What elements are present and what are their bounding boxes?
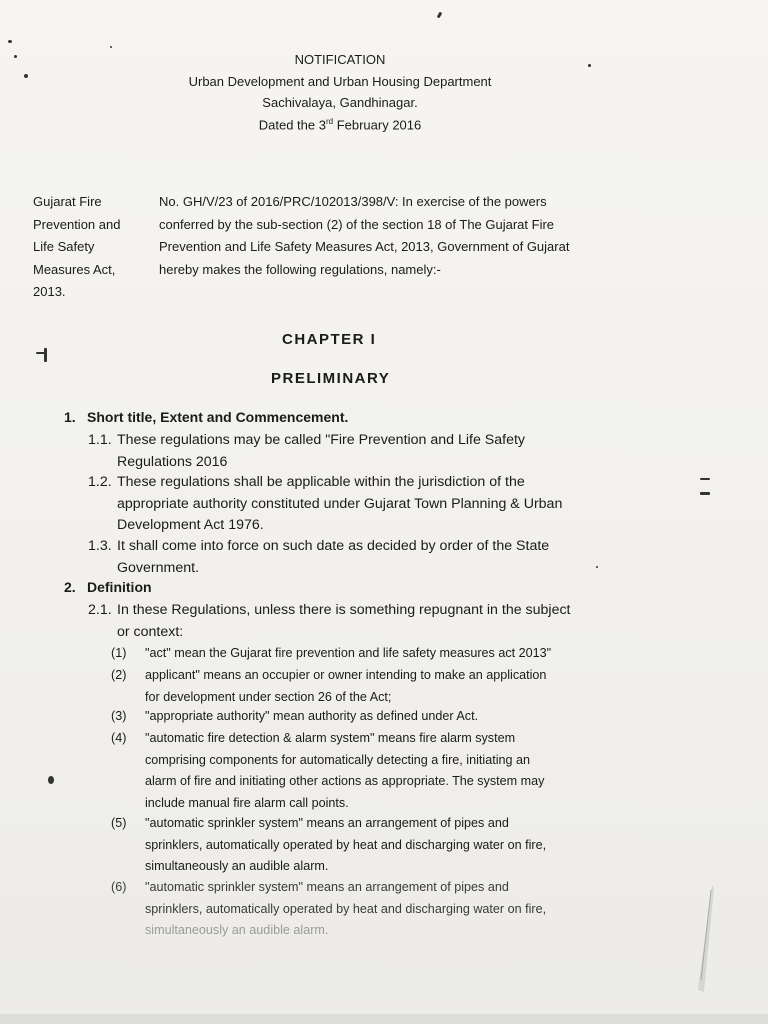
scan-speck: [8, 40, 12, 43]
scan-streak: [690, 880, 720, 1000]
issue-date-superscript: rd: [325, 117, 334, 126]
issue-date-suffix: February 2016: [333, 117, 422, 133]
clause-number: 1.2.: [88, 474, 112, 490]
definition-number: (5): [111, 816, 127, 830]
issuing-place: Sachivalaya, Gandhinagar.: [262, 95, 418, 110]
definition-line: sprinklers, automatically operated by heat and discharging water on fire,: [145, 837, 547, 852]
scan-speck: [44, 348, 47, 362]
side-note: [33, 191, 143, 304]
clause-line: Government.: [117, 559, 200, 576]
clause-line: These regulations shall be applicable within the jurisdiction of the: [117, 474, 525, 490]
definition-text: [145, 643, 607, 665]
chapter-heading: CHAPTER I: [282, 331, 377, 348]
section-title: Definition: [87, 579, 152, 595]
definition-text: [145, 877, 607, 942]
clause-number: 1.1.: [88, 432, 112, 448]
preamble-line: hereby makes the following regulations, namely:-: [159, 261, 441, 277]
department-name: Urban Development and Urban Housing Department: [188, 74, 492, 89]
side-note-line: Life Safety: [33, 239, 95, 254]
definition-number: (4): [111, 731, 127, 745]
clause-1-2: [88, 472, 608, 537]
definition-line: "automatic fire detection & alarm system" means fire alarm system: [145, 731, 516, 745]
definition-line: comprising components for automatically detecting a fire, initiating an: [145, 752, 531, 767]
preamble-line: conferred by the sub-section (2) of the section 18 of The Gujarat Fire: [159, 216, 555, 232]
definition-text: [145, 665, 607, 708]
scan-speck: [700, 492, 710, 495]
definition-line: alarm of fire and initiating other actions as appropriate. The system may: [145, 774, 545, 788]
clause-line: It shall come into force on such date as decided by order of the State: [117, 538, 550, 554]
scan-speck: [110, 46, 112, 48]
definition-text: [145, 813, 607, 878]
definition-number: (1): [111, 646, 127, 660]
preamble: [159, 191, 611, 281]
scan-speck: [36, 352, 46, 354]
side-note-line: Measures Act,: [33, 261, 116, 277]
definition-text: [145, 706, 607, 728]
definition-item: [111, 665, 607, 709]
page-bottom-edge: [0, 1014, 768, 1024]
definition-number: (6): [111, 880, 127, 894]
definition-line: for development under section 26 of the Act;: [145, 689, 392, 704]
clause-number: 1.3.: [88, 538, 112, 554]
definition-number: (3): [111, 709, 127, 723]
section-number: 2.: [64, 579, 76, 595]
clause-line: In these Regulations, unless there is something repugnant in the subject: [117, 602, 571, 618]
clause-line: or context:: [117, 623, 184, 640]
definition-item: [111, 877, 607, 943]
definition-line: simultaneously an audible alarm.: [145, 859, 329, 873]
notification-title: NOTIFICATION: [294, 52, 386, 67]
definition-item: [111, 643, 607, 665]
issue-date: [0, 117, 680, 132]
clause-number: 2.1.: [88, 602, 112, 618]
clause-2-1: [88, 600, 608, 643]
issue-date-prefix: Dated the 3: [258, 117, 326, 133]
scan-speck: [48, 776, 54, 784]
definition-line: "automatic sprinkler system" means an arrangement of pipes and: [145, 816, 509, 830]
chapter-title: PRELIMINARY: [271, 370, 391, 387]
scan-speck: [700, 478, 710, 480]
clause-1-3: [88, 536, 608, 579]
definition-line: applicant" means an occupier or owner intending to make an application: [145, 668, 547, 682]
clause-1-1: [88, 430, 608, 473]
definition-line: simultaneously an audible alarm.: [145, 923, 329, 937]
clause-line: appropriate authority constituted under Gujarat Town Planning & Urban: [117, 495, 563, 512]
preamble-line: No. GH/V/23 of 2016/PRC/102013/398/V: In exercise of the powers: [159, 194, 547, 209]
section-2-heading: [64, 579, 152, 595]
clause-line: Development Act 1976.: [117, 517, 264, 533]
definition-item: [111, 706, 607, 728]
side-note-line: Prevention and: [33, 216, 121, 232]
preamble-line: Prevention and Life Safety Measures Act, 2013, Government of Gujarat: [159, 239, 570, 254]
side-note-line: Gujarat Fire: [33, 194, 102, 209]
clause-line: Regulations 2016: [117, 453, 228, 470]
definition-item: [111, 728, 607, 814]
definition-line: sprinklers, automatically operated by heat and discharging water on fire,: [145, 901, 547, 916]
definition-item: [111, 813, 607, 879]
definition-text: [145, 728, 607, 814]
definition-number: (2): [111, 668, 127, 682]
section-1-heading: [64, 409, 348, 425]
section-title: Short title, Extent and Commencement.: [87, 409, 349, 425]
section-number: 1.: [64, 409, 76, 425]
scan-speck: [437, 12, 443, 19]
definition-line: "appropriate authority" mean authority as defined under Act.: [145, 709, 479, 723]
clause-line: These regulations may be called "Fire Prevention and Life Safety: [117, 432, 526, 448]
definition-line: include manual fire alarm call points.: [145, 795, 349, 810]
definition-line: "automatic sprinkler system" means an arrangement of pipes and: [145, 880, 509, 894]
side-note-line: 2013.: [33, 284, 66, 299]
definition-line: "act" mean the Gujarat fire prevention and life safety measures act 2013": [145, 646, 552, 660]
